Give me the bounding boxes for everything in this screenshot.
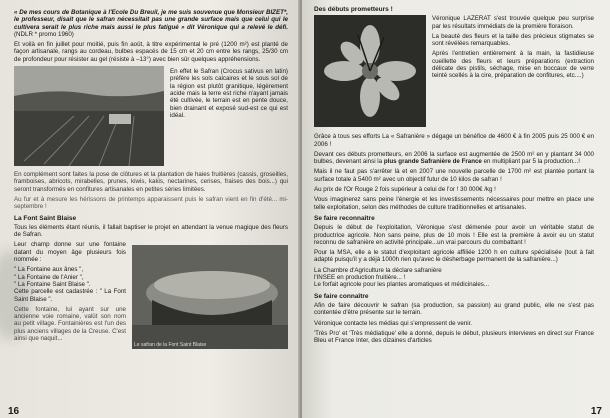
photo-text-block	[14, 66, 288, 171]
left-page	[0, 0, 300, 418]
floraison-block	[314, 15, 594, 133]
left-column-text	[170, 68, 288, 122]
intro-note: (NDLR * promo 1960)	[14, 30, 74, 38]
fountain-name-3: " La Fontaine Saint Blaise ".	[14, 280, 91, 288]
intro-quote: « De mes cours de Botanique à l'Ecole Du Breuil, je me suis souvenue que Monsieur BIZET*, le professeur, disait que le safran nécessitait pas une grande surface mais que celui qui le cultivera serait le plus riche mais aussi le plus fatigué » dit Véronique qui a relevé le défi. (NDLR * promo 1960)	[14, 9, 288, 38]
right-paragraph-1: Véronique LAZERAT s'est trouvée quelque peu surprise par les résultats immédiats de la première floraison.	[432, 15, 594, 30]
fountain-photo-graphic	[132, 245, 288, 349]
right-paragraph-3: Après l'entretien entièrement à la main, la fastidieuse cueillette des fleurs et leurs préparations (extraction délicate des pistils, séchage, mise en boccaux de verre teinté scellés à la cire, préparation de confitures, etc....)	[432, 50, 594, 80]
fountain-name-2: " La Fontaine de l'Anier ",	[14, 273, 84, 281]
section-font-saint-blaise: La Font Saint Blaise	[14, 214, 77, 222]
floraison-text	[432, 15, 594, 82]
left-paragraph-8: Cette fontaine, lui ayant sur une ancienne voie romaine, valût son nom au petit village. Fontainières est l'un des plus anciens villages de la Creuse. C'est ainsi que naquit...	[14, 305, 126, 343]
right-paragraph-11: l'INSEE en production fruitière... !	[314, 274, 406, 282]
fountain-photo-caption: Le safran de la Font Saint Blaise	[134, 342, 207, 349]
left-paragraph-7: Cette parcelle est cadastrée : " La Font Saint Blaise ".	[14, 288, 126, 303]
right-paragraph-13: Afin de faire découvrir le safran (sa production, sa passion) au grand public, elle ne s'est pas contentée d'être présente sur le terrain.	[314, 301, 594, 317]
left-paragraph-2: En effet le Safran (Crocus sativus en latin) préfère les sols calcaires et le sous sol de la région est plutôt granitique, légèrement acide mais la terre est riche n'ayant jamais été cultivée, le terrain est en pente douce, bien drainant et exposé sud-est ce qui est idéal.	[170, 68, 288, 119]
flower-photo-graphic	[314, 15, 426, 127]
saffron-field-photo	[14, 66, 164, 166]
right-paragraph-12: Le forfait agricole pour les plantes aromatiques et médicinales...	[314, 281, 490, 289]
section-se-faire-connaitre: Se faire connaître	[314, 292, 369, 300]
fountain-photo	[132, 245, 288, 349]
right-paragraph-15: 'Très Pro' et 'Très médiatique' elle a donné, depuis le début, plusieurs interviews en direct sur France Bleu et France Inter, des dizaines d'articles	[314, 329, 594, 345]
right-paragraph-5: Mais il ne faut pas s'arrêter là et en 2007 une nouvelle parcelle de 1700 m² est plantée portant la surface totale à 5400 m² avec un objectif futur de 10 kilos de safran !	[314, 168, 594, 183]
right-paragraph-4a: Grâce à tous ses efforts La « Safranière » dégage un bénéfice de 4600 € à fin 2005 puis 25 000 € en 2006 !	[314, 133, 594, 148]
left-paragraph-6: Leur champ donne sur une fontaine datant du moyen âge plusieurs fois nommée :	[14, 241, 126, 264]
saffron-flower-photo	[314, 15, 426, 127]
left-paragraph-4: Au fur et à mesure les hérissons de printemps apparaissent puis le safran vient en fin d'été... mi-septembre !	[14, 195, 288, 211]
left-paragraph-1: Et voilà en fin juillet pour moitié, puis fin août, à titre expérimental le pré (1200 m²) est planté de façon artisanale, rangs au cordeau, bulbes espacés de 15 cm et 20 cm entre les rangs, 25/30 cm de profondeur pour résister au gel (résiste à –13°) avec bien sûr quelques appréhensions.	[14, 41, 288, 63]
right-page	[302, 0, 610, 418]
right-paragraph-14: Véronique contacte les médias qui s'empressent de venir.	[314, 319, 473, 327]
plus-grande-safraniere: plus grande Safranière de France	[383, 158, 482, 166]
fountain-names-list	[14, 266, 126, 288]
right-paragraph-10: La Chambre d'Agriculture la déclare safranière	[314, 266, 442, 274]
section-debuts-prometteurs: Des débuts prometteurs !	[314, 6, 393, 13]
right-paragraph-4: Devant ces débuts prometteurs, en 2006 la surface est augmentée de 2500 m² en y plantant 34 000 bulbes, devenant ainsi la plus grande Safranière de France en multipliant par 5 la production...!	[314, 150, 594, 166]
fountain-text	[14, 241, 126, 345]
right-paragraph-8: Depuis le début de l'exploitation, Véronique s'est démenée pour avoir un véritable statut de productrice agricole. Non sans peine, plus de 10 mois ! Elle est la première à avoir eu un statut reconnu de safranière en activité principale...un vrai parcours du combattant !	[314, 224, 594, 246]
fountain-name-1: " La Fontaine aux ânes ",	[14, 266, 84, 274]
right-page-number: 17	[590, 405, 602, 417]
field-photo-graphic	[14, 66, 164, 166]
right-paragraph-9: Pour la MSA, elle a le statut d'exploitant agricole affiliée 1200 h en culture spécialisée (tout à fait adapté puisqu'il y a déjà 1000h rien qu'avec le désherbage permanent de la safranière...)	[314, 249, 594, 264]
left-paragraph-5: Tous les éléments étant réunis, il fallait baptiser le projet en attendant la venue magique des fleurs de Safran.	[14, 223, 288, 239]
fountain-block	[14, 241, 288, 351]
right-paragraph-2: La beauté des fleurs et la taille des précieux stigmates se sont révélées remarquables.	[432, 32, 594, 48]
section-se-faire-reconnaitre: Se faire reconnaître	[314, 214, 375, 222]
right-paragraph-6: Au prix de l'Or Rouge 2 fois supérieur à celui de l'or ! 30 000€ /kg !	[314, 186, 496, 194]
right-paragraph-7: Vous imaginerez sans peine l'énergie et les investissements nécessaires pour mettre en place une telle exploitation, selon des méthodes de culture traditionnelles et artisanales.	[314, 196, 594, 211]
left-page-number: 16	[8, 405, 20, 417]
left-paragraph-3: En complément sont faites la pose de clôtures et la plantation de haies fruitières (cassis, groseilles, framboises, abricots, mirabelles, prunes, kiwis, kakis, nectarines, cerises, fraises des bois...) qui seront transformés en confitures artisanales en petites séries limitées.	[14, 171, 288, 193]
